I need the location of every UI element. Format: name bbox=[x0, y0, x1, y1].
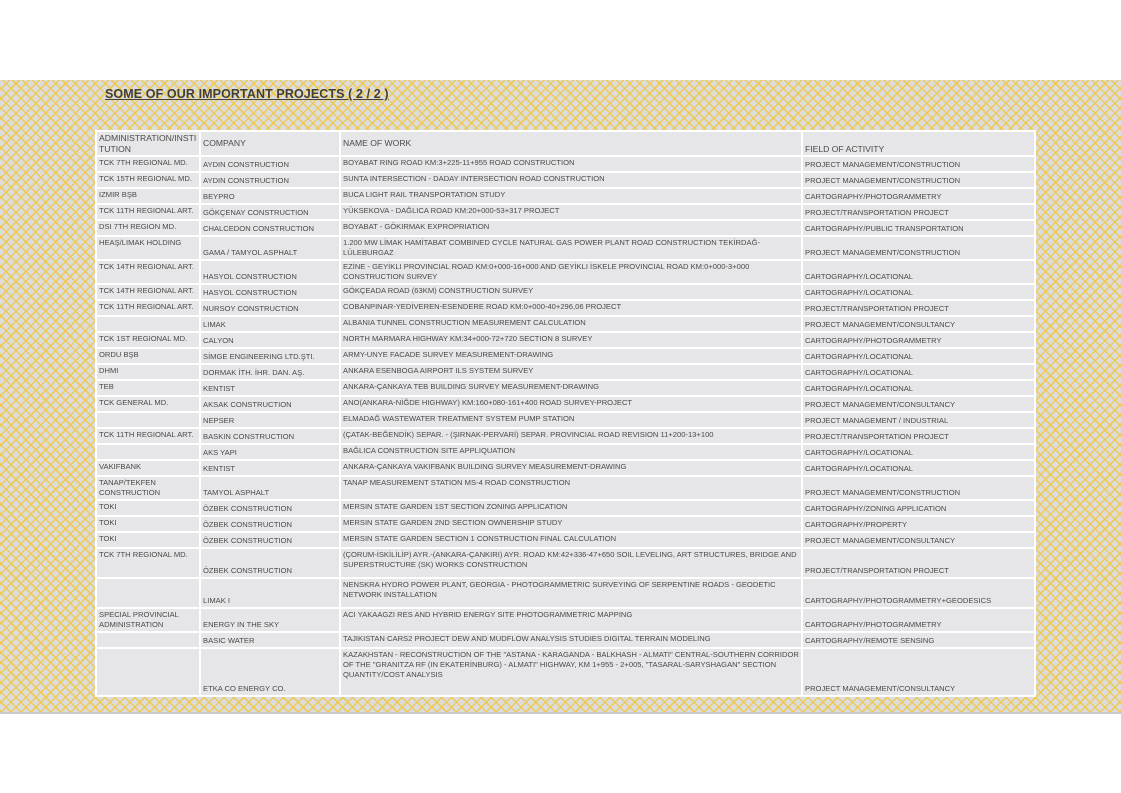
cell-field-of-activity: CARTOGRAPHY/LOCATIONAL bbox=[802, 364, 1035, 380]
cell-name-of-work: COBANPINAR-YEDİVEREN-ESENDERE ROAD KM:0+000-40+296,06 PROJECT bbox=[340, 300, 802, 316]
table-row bbox=[96, 532, 1035, 548]
table-row bbox=[96, 188, 1035, 204]
header-name-of-work: NAME OF WORK bbox=[340, 131, 802, 156]
cell-administration: TCK 15TH REGIONAL MD. bbox=[96, 172, 200, 188]
cell-name-of-work: EZİNE - GEYİKLI PROVINCIAL ROAD KM:0+000-16+000 AND GEYİKLI İSKELE PROVINCIAL ROAD KM:0+000-3+000 CONSTRUCTION SURVEY bbox=[340, 260, 802, 284]
table-row bbox=[96, 632, 1035, 648]
cell-administration: TCK 1ST REGIONAL MD. bbox=[96, 332, 200, 348]
cell-company: LIMAK I bbox=[200, 578, 340, 608]
table-row bbox=[96, 608, 1035, 632]
cell-company: ETKA CO ENERGY CO. bbox=[200, 648, 340, 696]
cell-company: AYDIN CONSTRUCTION bbox=[200, 172, 340, 188]
table-row bbox=[96, 548, 1035, 578]
table-row bbox=[96, 578, 1035, 608]
cell-company: HASYOL CONSTRUCTION bbox=[200, 260, 340, 284]
cell-administration bbox=[96, 412, 200, 428]
cell-administration bbox=[96, 316, 200, 332]
cell-company: AKS YAPI bbox=[200, 444, 340, 460]
cell-name-of-work: 1.200 MW LİMAK HAMİTABAT COMBINED CYCLE NATURAL GAS POWER PLANT ROAD CONSTRUCTION TEKİRDAĞ-LÜLEBURGAZ bbox=[340, 236, 802, 260]
cell-field-of-activity: PROJECT MANAGEMENT / INDUSTRIAL bbox=[802, 412, 1035, 428]
cell-field-of-activity: CARTOGRAPHY/LOCATIONAL bbox=[802, 460, 1035, 476]
cell-field-of-activity: PROJECT/TRANSPORTATION PROJECT bbox=[802, 428, 1035, 444]
cell-company: ÖZBEK CONSTRUCTION bbox=[200, 500, 340, 516]
cell-name-of-work: NORTH MARMARA HIGHWAY KM:34+000-72+720 SECTION 8 SURVEY bbox=[340, 332, 802, 348]
cell-name-of-work: (ÇATAK-BEĞENDİK) SEPAR. - (ŞIRNAK-PERVARİ) SEPAR. PROVINCIAL ROAD REVISION 11+200-13+100 bbox=[340, 428, 802, 444]
cell-field-of-activity: PROJECT/TRANSPORTATION PROJECT bbox=[802, 300, 1035, 316]
cell-field-of-activity: PROJECT MANAGEMENT/CONSTRUCTION bbox=[802, 172, 1035, 188]
cell-administration: DHMI bbox=[96, 364, 200, 380]
cell-company: ÖZBEK CONSTRUCTION bbox=[200, 548, 340, 578]
cell-field-of-activity: CARTOGRAPHY/LOCATIONAL bbox=[802, 260, 1035, 284]
cell-administration: TOKI bbox=[96, 532, 200, 548]
cell-field-of-activity: CARTOGRAPHY/PHOTOGRAMMETRY bbox=[802, 188, 1035, 204]
cell-name-of-work: KAZAKHSTAN - RECONSTRUCTION OF THE "ASTANA - KARAGANDA - BALKHASH - ALMATI" CENTRAL-SOUTHERN CORRIDOR OF THE "GRANITZA RF (IN EKATERİNBURG) - ALMATI" HIGHWAY, KM 1+955 - 2+005, "TASARAL-SARYSHAGAN" SECTION QUANTITY/COST ANALYSIS bbox=[340, 648, 802, 696]
cell-company: BEYPRO bbox=[200, 188, 340, 204]
cell-name-of-work: SUNTA INTERSECTION - DADAY INTERSECTION ROAD CONSTRUCTION bbox=[340, 172, 802, 188]
cell-name-of-work: MERSIN STATE GARDEN 2ND SECTION OWNERSHIP STUDY bbox=[340, 516, 802, 532]
cell-company: GAMA / TAMYOL ASPHALT bbox=[200, 236, 340, 260]
header-field-of-activity: FIELD OF ACTIVITY bbox=[802, 131, 1035, 156]
cell-administration: ORDU BŞB bbox=[96, 348, 200, 364]
table-row bbox=[96, 364, 1035, 380]
table-row bbox=[96, 300, 1035, 316]
table-row bbox=[96, 500, 1035, 516]
table-row bbox=[96, 380, 1035, 396]
table-row bbox=[96, 260, 1035, 284]
cell-field-of-activity: PROJECT/TRANSPORTATION PROJECT bbox=[802, 204, 1035, 220]
table-row bbox=[96, 348, 1035, 364]
cell-administration: DSI 7TH REGION MD. bbox=[96, 220, 200, 236]
table-row bbox=[96, 284, 1035, 300]
cell-administration: TOKI bbox=[96, 500, 200, 516]
cell-administration: TCK 7TH REGIONAL MD. bbox=[96, 156, 200, 172]
cell-administration bbox=[96, 578, 200, 608]
table-row bbox=[96, 204, 1035, 220]
cell-administration: TEB bbox=[96, 380, 200, 396]
cell-field-of-activity: CARTOGRAPHY/PHOTOGRAMMETRY bbox=[802, 332, 1035, 348]
cell-administration: TOKI bbox=[96, 516, 200, 532]
table-row bbox=[96, 396, 1035, 412]
table-row bbox=[96, 428, 1035, 444]
cell-administration: TCK 11TH REGIONAL ART. bbox=[96, 300, 200, 316]
cell-field-of-activity: PROJECT MANAGEMENT/CONSTRUCTION bbox=[802, 476, 1035, 500]
page-title: SOME OF OUR IMPORTANT PROJECTS ( 2 / 2 ) bbox=[105, 87, 389, 101]
cell-field-of-activity: PROJECT MANAGEMENT/CONSULTANCY bbox=[802, 532, 1035, 548]
cell-field-of-activity: CARTOGRAPHY/LOCATIONAL bbox=[802, 444, 1035, 460]
cell-company: SİMGE ENGINEERING LTD.ŞTI. bbox=[200, 348, 340, 364]
cell-company: AYDIN CONSTRUCTION bbox=[200, 156, 340, 172]
cell-company: NEPSER bbox=[200, 412, 340, 428]
cell-field-of-activity: CARTOGRAPHY/LOCATIONAL bbox=[802, 284, 1035, 300]
cell-company: HASYOL CONSTRUCTION bbox=[200, 284, 340, 300]
header-administration: ADMINISTRATION/INSTI TUTION bbox=[96, 131, 200, 156]
cell-company: ÖZBEK CONSTRUCTION bbox=[200, 516, 340, 532]
cell-company: CALYON bbox=[200, 332, 340, 348]
cell-field-of-activity: CARTOGRAPHY/REMOTE SENSING bbox=[802, 632, 1035, 648]
cell-name-of-work: ANO(ANKARA-NİĞDE HIGHWAY) KM:160+080-161+400 ROAD SURVEY-PROJECT bbox=[340, 396, 802, 412]
cell-company: KENTIST bbox=[200, 380, 340, 396]
projects-table bbox=[95, 130, 1036, 697]
table-row bbox=[96, 444, 1035, 460]
cell-company: CHALCEDON CONSTRUCTION bbox=[200, 220, 340, 236]
cell-company: ENERGY IN THE SKY bbox=[200, 608, 340, 632]
cell-company: ÖZBEK CONSTRUCTION bbox=[200, 532, 340, 548]
cell-company: NURSOY CONSTRUCTION bbox=[200, 300, 340, 316]
cell-administration: TCK 11TH REGIONAL ART. bbox=[96, 428, 200, 444]
cell-field-of-activity: CARTOGRAPHY/LOCATIONAL bbox=[802, 348, 1035, 364]
cell-company: DORMAK İTH. İHR. DAN. AŞ. bbox=[200, 364, 340, 380]
cell-field-of-activity: PROJECT MANAGEMENT/CONSTRUCTION bbox=[802, 156, 1035, 172]
table-row bbox=[96, 316, 1035, 332]
cell-name-of-work: ANKARA-ÇANKAYA VAKIFBANK BUILDING SURVEY MEASUREMENT-DRAWING bbox=[340, 460, 802, 476]
table-row bbox=[96, 460, 1035, 476]
table-row bbox=[96, 172, 1035, 188]
cell-name-of-work: YÜKSEKOVA - DAĞLICA ROAD KM:20+000-53+317 PROJECT bbox=[340, 204, 802, 220]
cell-administration: SPECIAL PROVINCIAL ADMINISTRATION bbox=[96, 608, 200, 632]
cell-company: LIMAK bbox=[200, 316, 340, 332]
cell-company: BASIC WATER bbox=[200, 632, 340, 648]
cell-administration: VAKIFBANK bbox=[96, 460, 200, 476]
cell-administration: IZMIR BŞB bbox=[96, 188, 200, 204]
table-row bbox=[96, 516, 1035, 532]
cell-name-of-work: ARMY-UNYE FACADE SURVEY MEASUREMENT-DRAWING bbox=[340, 348, 802, 364]
cell-administration bbox=[96, 632, 200, 648]
cell-field-of-activity: PROJECT MANAGEMENT/CONSTRUCTION bbox=[802, 236, 1035, 260]
cell-name-of-work: ACI YAKAAGZI RES AND HYBRID ENERGY SITE PHOTOGRAMMETRIC MAPPING bbox=[340, 608, 802, 632]
table-row bbox=[96, 220, 1035, 236]
cell-field-of-activity: CARTOGRAPHY/LOCATIONAL bbox=[802, 380, 1035, 396]
cell-field-of-activity: CARTOGRAPHY/PHOTOGRAMMETRY+GEODESICS bbox=[802, 578, 1035, 608]
cell-name-of-work: BOYABAT RING ROAD KM:3+225-11+955 ROAD CONSTRUCTION bbox=[340, 156, 802, 172]
cell-name-of-work: ANKARA-ÇANKAYA TEB BUILDING SURVEY MEASUREMENT-DRAWING bbox=[340, 380, 802, 396]
cell-name-of-work: TANAP MEASUREMENT STATION MS-4 ROAD CONSTRUCTION bbox=[340, 476, 802, 500]
table-row bbox=[96, 648, 1035, 696]
cell-name-of-work: GÖKÇEADA ROAD (63KM) CONSTRUCTION SURVEY bbox=[340, 284, 802, 300]
cell-administration: TCK 7TH REGIONAL MD. bbox=[96, 548, 200, 578]
cell-administration bbox=[96, 648, 200, 696]
table-row bbox=[96, 412, 1035, 428]
cell-name-of-work: ALBANIA TUNNEL CONSTRUCTION MEASUREMENT CALCULATION bbox=[340, 316, 802, 332]
cell-company: GÖKÇENAY CONSTRUCTION bbox=[200, 204, 340, 220]
cell-administration bbox=[96, 444, 200, 460]
cell-field-of-activity: PROJECT MANAGEMENT/CONSULTANCY bbox=[802, 648, 1035, 696]
cell-field-of-activity: CARTOGRAPHY/PROPERTY bbox=[802, 516, 1035, 532]
cell-name-of-work: BOYABAT - GÖKIRMAK EXPROPRIATION bbox=[340, 220, 802, 236]
cell-field-of-activity: CARTOGRAPHY/ZONING APPLICATION bbox=[802, 500, 1035, 516]
cell-field-of-activity: PROJECT MANAGEMENT/CONSULTANCY bbox=[802, 396, 1035, 412]
table-row bbox=[96, 476, 1035, 500]
cell-company: AKSAK CONSTRUCTION bbox=[200, 396, 340, 412]
cell-company: KENTIST bbox=[200, 460, 340, 476]
cell-name-of-work: MERSIN STATE GARDEN 1ST SECTION ZONING APPLICATION bbox=[340, 500, 802, 516]
cell-administration: TCK GENERAL MD. bbox=[96, 396, 200, 412]
cell-company: BASKIN CONSTRUCTION bbox=[200, 428, 340, 444]
cell-company: TAMYOL ASPHALT bbox=[200, 476, 340, 500]
table-row bbox=[96, 236, 1035, 260]
cell-administration: TCK 14TH REGIONAL ART. bbox=[96, 284, 200, 300]
cell-field-of-activity: PROJECT/TRANSPORTATION PROJECT bbox=[802, 548, 1035, 578]
table-row bbox=[96, 156, 1035, 172]
cell-name-of-work: (ÇORUM-İSKİLİLİP) AYR.-(ANKARA-ÇANKIRI) AYR. ROAD KM:42+336-47+650 SOIL LEVELING, ART STRUCTURES, BRIDGE AND SUPERSTRUCTURE (SK) WORKS CONSTRUCTION bbox=[340, 548, 802, 578]
cell-administration: HEAŞ/LIMAK HOLDING bbox=[96, 236, 200, 260]
table-body bbox=[96, 156, 1035, 696]
cell-name-of-work: BAĞLICA CONSTRUCTION SITE APPLIQUATION bbox=[340, 444, 802, 460]
table-row bbox=[96, 332, 1035, 348]
cell-administration: TCK 11TH REGIONAL ART. bbox=[96, 204, 200, 220]
cell-name-of-work: TAJIKISTAN CARS2 PROJECT DEW AND MUDFLOW ANALYSIS STUDIES DIGITAL TERRAIN MODELING bbox=[340, 632, 802, 648]
cell-field-of-activity: CARTOGRAPHY/PHOTOGRAMMETRY bbox=[802, 608, 1035, 632]
cell-administration: TCK 14TH REGIONAL ART. bbox=[96, 260, 200, 284]
cell-administration: TANAP/TEKFEN CONSTRUCTION bbox=[96, 476, 200, 500]
cell-name-of-work: NENSKRA HYDRO POWER PLANT, GEORGIA - PHOTOGRAMMETRIC SURVEYING OF SERPENTINE ROADS - GEODETIC NETWORK INSTALLATION bbox=[340, 578, 802, 608]
cell-name-of-work: ANKARA ESENBOGA AIRPORT ILS SYSTEM SURVEY bbox=[340, 364, 802, 380]
cell-field-of-activity: PROJECT MANAGEMENT/CONSULTANCY bbox=[802, 316, 1035, 332]
cell-name-of-work: BUCA LIGHT RAIL TRANSPORTATION STUDY bbox=[340, 188, 802, 204]
header-company: COMPANY bbox=[200, 131, 340, 156]
cell-field-of-activity: CARTOGRAPHY/PUBLIC TRANSPORTATION bbox=[802, 220, 1035, 236]
table-header-row bbox=[96, 131, 1035, 156]
cell-name-of-work: ELMADAĞ WASTEWATER TREATMENT SYSTEM PUMP STATION bbox=[340, 412, 802, 428]
cell-name-of-work: MERSIN STATE GARDEN SECTION 1 CONSTRUCTION FINAL CALCULATION bbox=[340, 532, 802, 548]
